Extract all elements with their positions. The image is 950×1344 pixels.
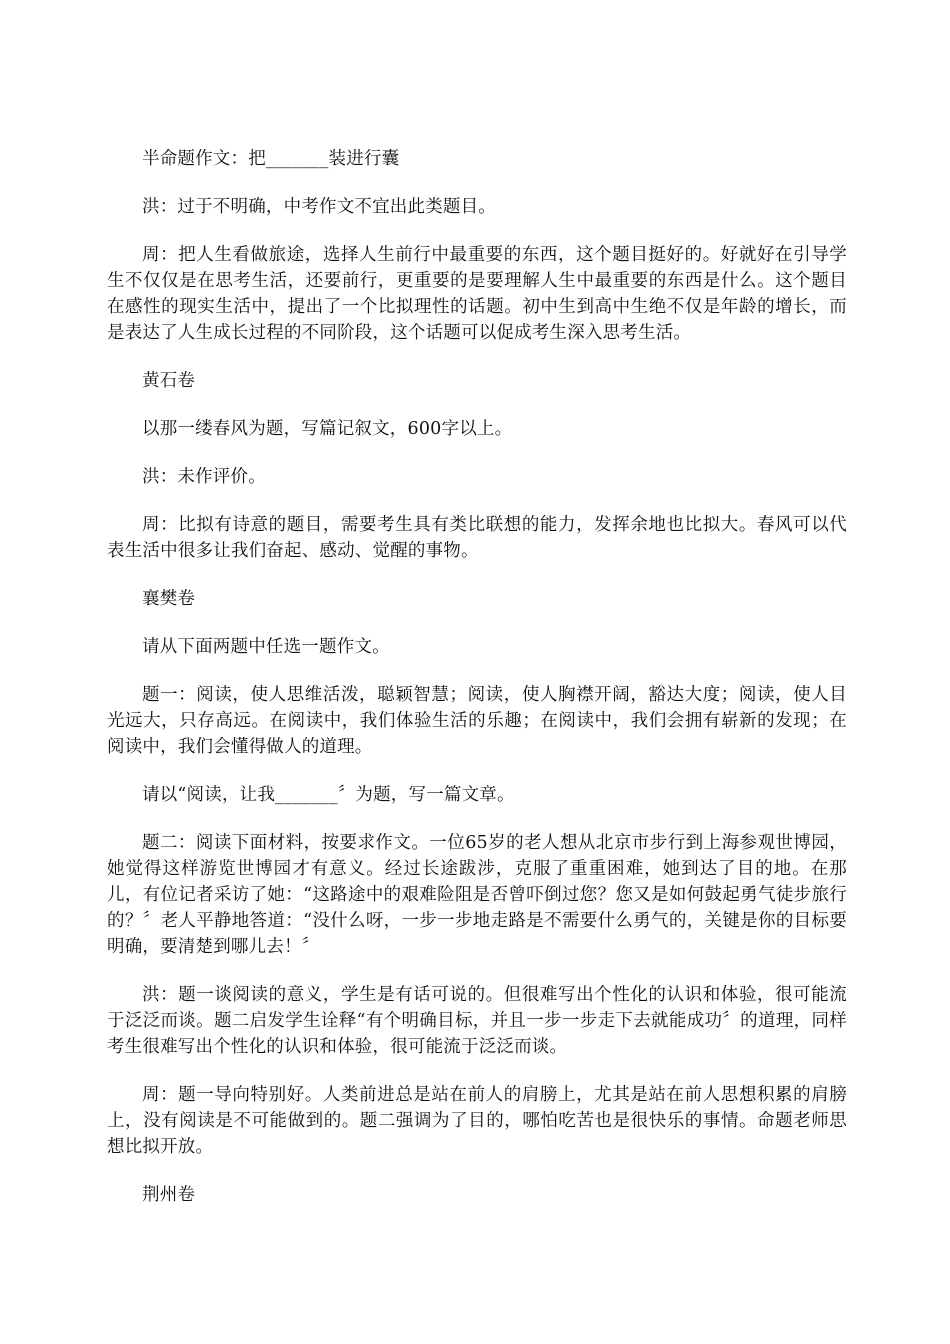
paragraph-hong-comment: 洪：过于不明确，中考作文不宜出此类题目。: [142, 197, 496, 217]
paragraph-zhou-comment: 周：把人生看做旅途，选择人生前行中最重要的东西，这个题目挺好的。好就好在引导学生不仅仅是在思考生活，还要前行，更重要的是要理解人生中最重要的东西是什么。这个题目在感性的现实生活中，提出了一个比拟理性的话题。初中生到高中生绝不仅是年龄的增长，而是表达了人生成长过程的不同阶段，这个话题可以促成考生深入思考生活。: [107, 245, 847, 343]
paragraph-topic-two: 题二：阅读下面材料，按要求作文。一位65岁的老人想从北京市步行到上海参观世博园，她觉得这样游览世博园才有意义。经过长途跋涉，克服了重重困难，她到达了目的地。在那儿，有位记者采访了她：“这路途中的艰难险阻是否曾吓倒过您？您又是如何鼓起勇气徒步旅行的？〞老人平静地答道：“没什么呀，一步一步地走路是不需要什么勇气的，关键是你的目标要明确，要清楚到哪儿去！〞: [107, 833, 847, 957]
paragraph-zhou-comment: 周：题一导向特别好。人类前进总是站在前人的肩膀上，尤其是站在前人思想积累的肩膀上，没有阅读是不可能做到的。题二强调为了目的，哪怕吃苦也是很快乐的事情。命题老师思想比拟开放。: [107, 1085, 847, 1157]
paragraph-zhou-comment: 周：比拟有诗意的题目，需要考生具有类比联想的能力，发挥余地也比拟大。春风可以代表生活中很多让我们奋起、感动、觉醒的事物。: [107, 515, 847, 561]
document-body: [107, 146, 847, 1230]
paragraph-hong-comment: 洪：题一谈阅读的意义，学生是有话可说的。但很难写出个性化的认识和体验，很可能流于泛泛而谈。题二启发学生诠释“有个明确目标，并且一步一步走下去就能成功〞的道理，同样考生很难写出个性化的认识和体验，很可能流于泛泛而谈。: [107, 985, 847, 1057]
section-heading-xiangfan: 襄樊卷: [142, 589, 196, 609]
section-heading-jingzhou: 荆州卷: [142, 1185, 196, 1205]
paragraph-hong-comment: 洪：未作评价。: [142, 467, 266, 487]
paragraph-topic-one-title: 请以“阅读，让我_______〞为题，写一篇文章。: [142, 785, 515, 805]
paragraph-xiangfan-instruction: 请从下面两题中任选一题作文。: [142, 637, 390, 657]
paragraph-topic-one: 题一：阅读，使人思维活泼，聪颖智慧；阅读，使人胸襟开阔，豁达大度；阅读，使人目光远大，只存高远。在阅读中，我们体验生活的乐趣；在阅读中，我们会拥有崭新的发现；在阅读中，我们会懂得做人的道理。: [107, 685, 847, 757]
paragraph-huangshi-prompt: 以那一缕春风为题，写篇记叙文，600字以上。: [142, 419, 513, 439]
paragraph-topic-heading: 半命题作文：把_______装进行囊: [142, 149, 400, 169]
section-heading-huangshi: 黄石卷: [142, 371, 196, 391]
